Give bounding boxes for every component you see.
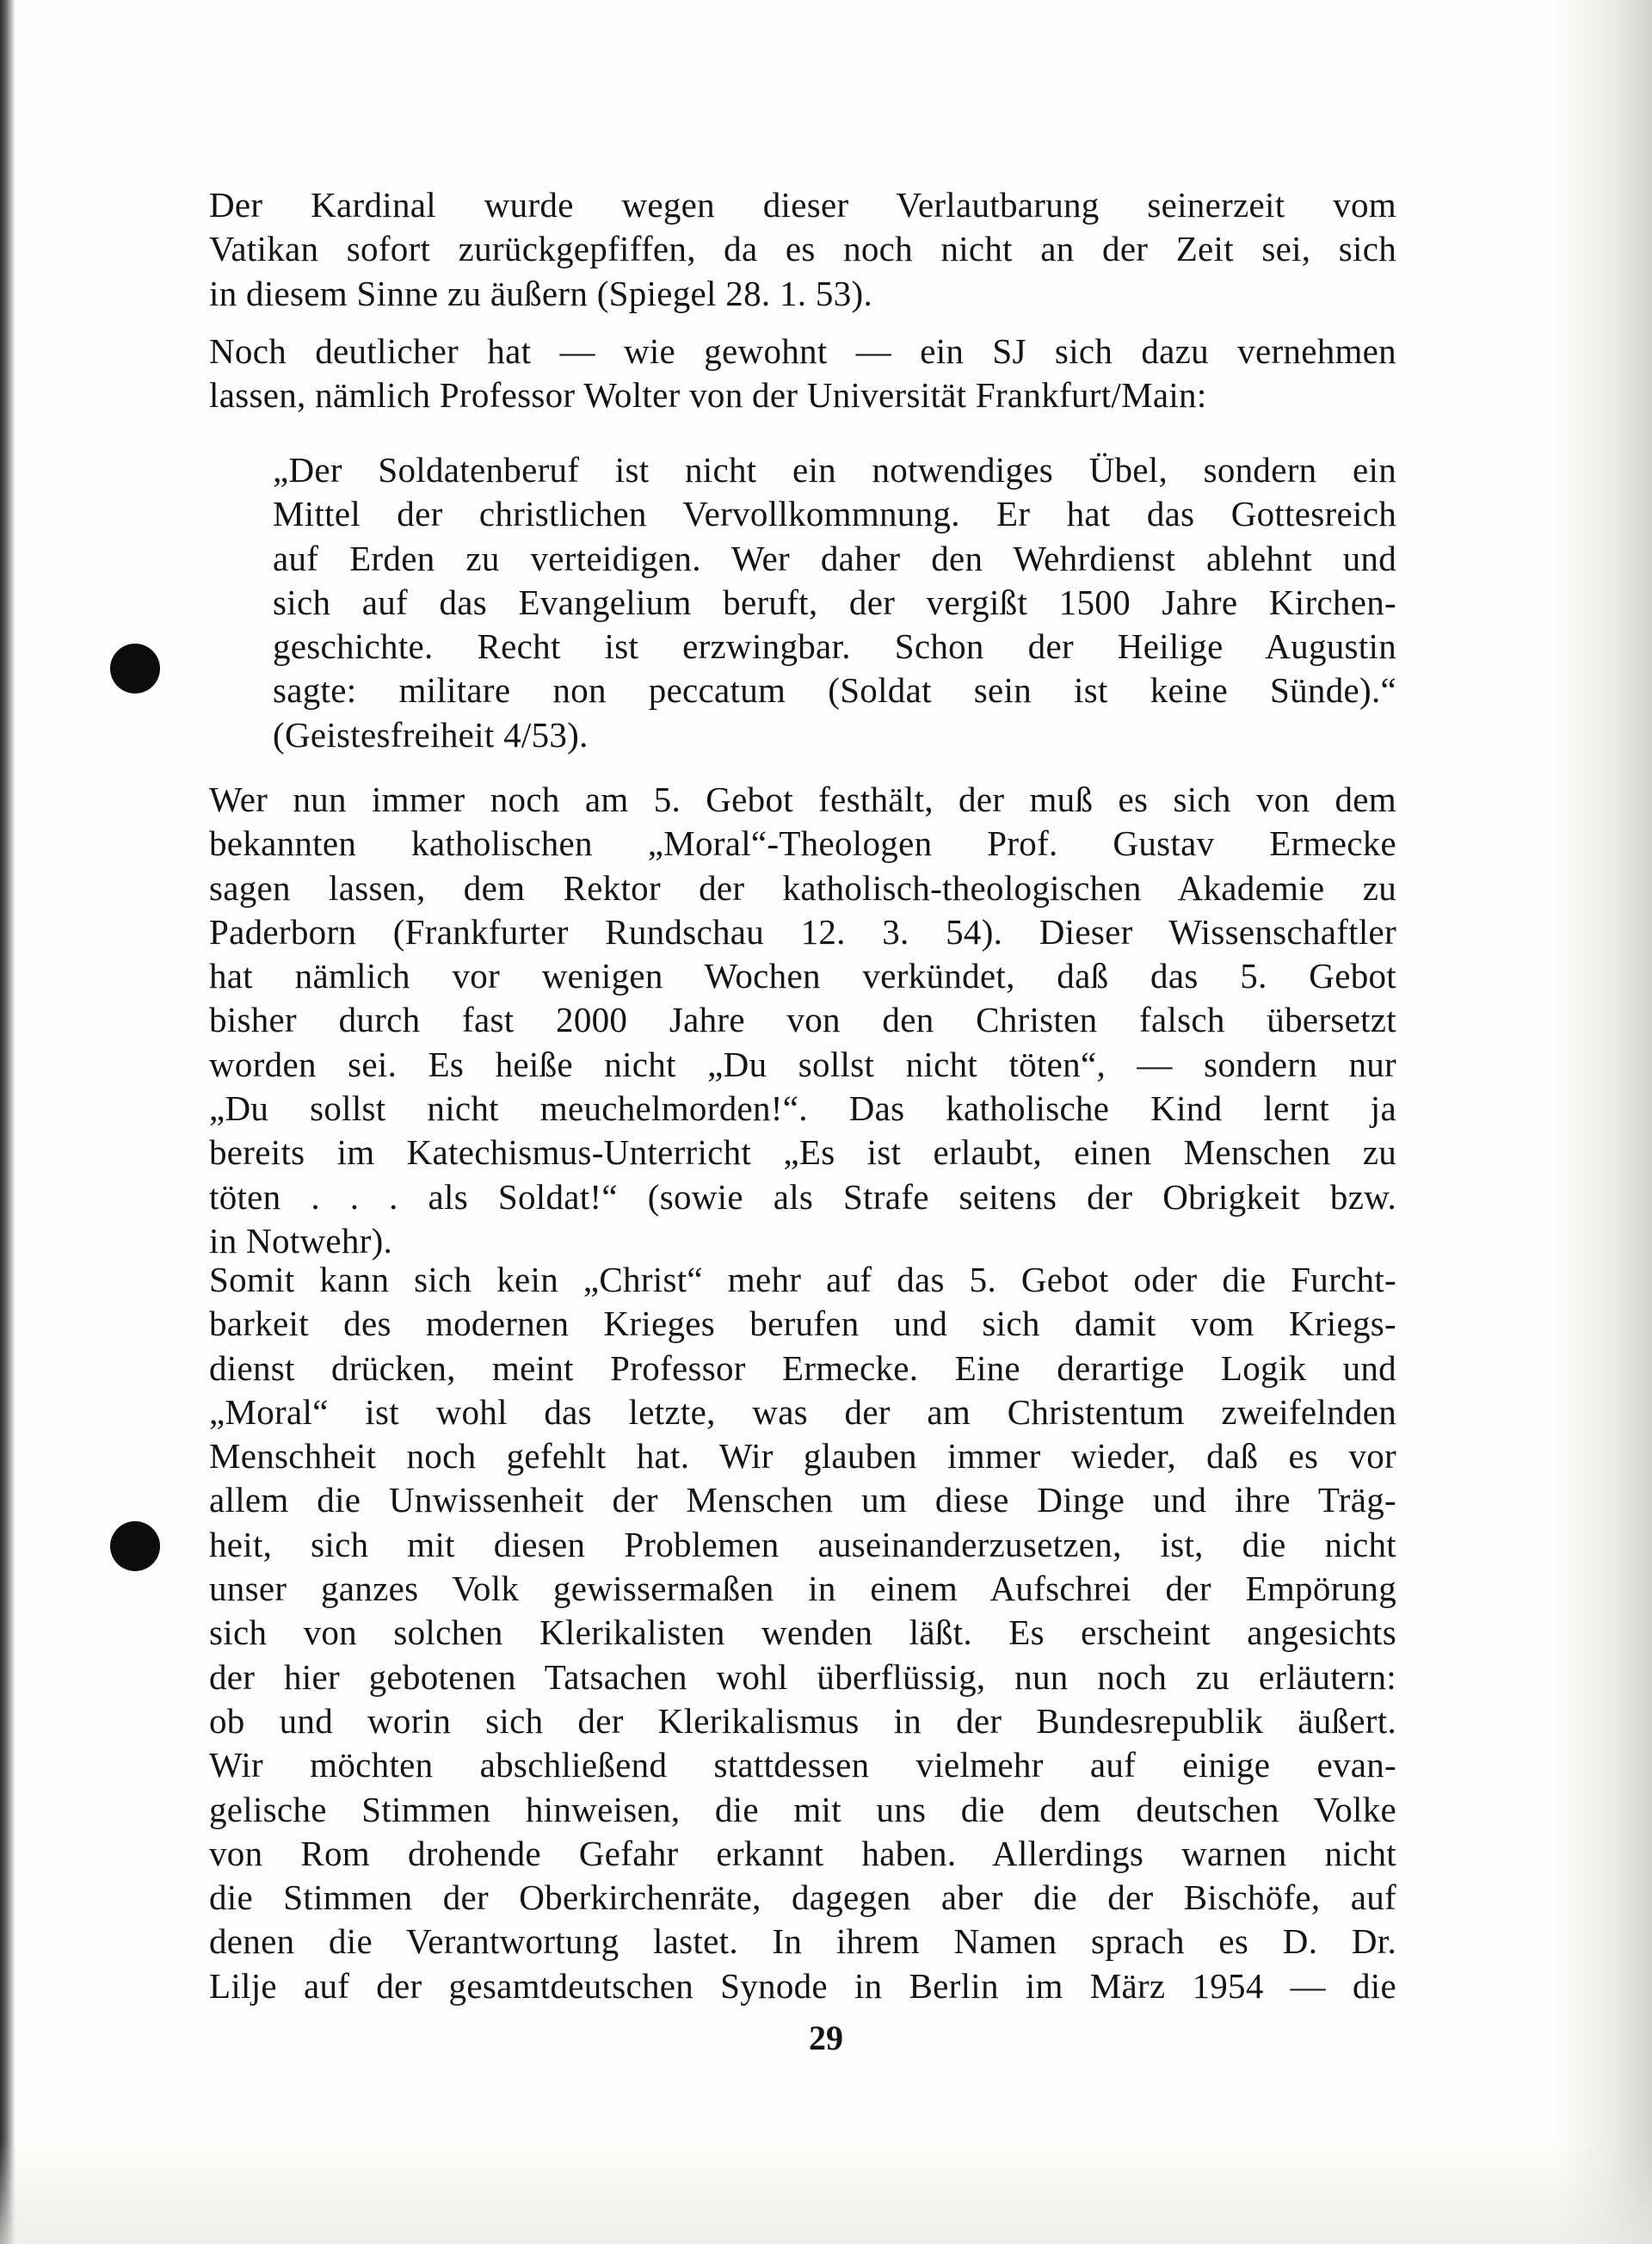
text-line: gelische Stimmen hinweisen, die mit uns die dem deutschen Volke [209,1789,1396,1829]
text-line: geschichte. Recht ist erzwingbar. Schon der Heilige Augustin [273,626,1396,667]
text-line: in Notwehr). [209,1220,393,1261]
text-line: lassen, nämlich Professor Wolter von der Universität Frankfurt/Main: [209,375,1207,416]
text-line: hat nämlich vor wenigen Wochen verkündet, daß das 5. Gebot [209,956,1396,996]
text-line: „Der Soldatenberuf ist nicht ein notwendiges Übel, sondern ein [273,450,1396,490]
paragraph-wolter [209,330,1396,418]
text-line: sagen lassen, dem Rektor der katholisch-theologischen Akademie zu [209,867,1396,908]
text-line: sagte: militare non peccatum (Soldat sein ist keine Sünde).“ [273,670,1396,711]
text-line: Mittel der christlichen Vervollkommnung. Er hat das Gottesreich [273,494,1396,534]
text-line: der hier gebotenen Tatsachen wohl überflüssig, nun noch zu erläutern: [209,1656,1396,1697]
text-line: ob und worin sich der Klerikalismus in der Bundesrepublik äußert. [209,1700,1396,1741]
text-line: Vatikan sofort zurückgepfiffen, da es noch nicht an der Zeit sei, sich [209,229,1396,269]
text-line: bekannten katholischen „Moral“-Theologen Prof. Gustav Ermecke [209,823,1396,864]
text-line: Wer nun immer noch am 5. Gebot festhält, der muß es sich von dem [209,780,1396,819]
page-edge-shadow [1557,0,1652,2244]
text-line: Lilje auf der gesamtdeutschen Synode in Berlin im März 1954 — die [209,1965,1396,2006]
punch-hole-bottom [110,1521,160,1571]
text-line: denen die Verantwortung lastet. In ihrem Namen sprach es D. Dr. [209,1921,1396,1962]
text-line: „Du sollst nicht meuchelmorden!“. Das katholische Kind lernt ja [209,1088,1396,1129]
text-line: (Geistesfreiheit 4/53). [273,714,589,755]
text-line: Menschheit noch gefehlt hat. Wir glauben immer wieder, daß es vor [209,1436,1396,1476]
text-line: dienst drücken, meint Professor Ermecke. Eine derartige Logik und [209,1347,1396,1388]
text-line: bisher durch fast 2000 Jahre von den Christen falsch übersetzt [209,1000,1396,1040]
text-line: worden sei. Es heiße nicht „Du sollst nicht töten“, — sondern nur [209,1044,1396,1084]
text-line: sich auf das Evangelium beruft, der vergißt 1500 Jahre Kirchen- [273,582,1396,622]
text-line: Paderborn (Frankfurter Rundschau 12. 3. 54). Dieser Wissenschaftler [209,911,1396,952]
binding-edge [0,0,15,2244]
text-line: Somit kann sich kein „Christ“ mehr auf das 5. Gebot oder die Furcht- [209,1260,1396,1299]
page-number: 29 [809,2019,843,2057]
text-line: von Rom drohende Gefahr erkannt haben. Allerdings warnen nicht [209,1833,1396,1873]
text-line: sich von solchen Klerikalisten wenden läßt. Es erscheint angesichts [209,1612,1396,1653]
text-line: „Moral“ ist wohl das letzte, was der am Christentum zweifelnden [209,1391,1396,1432]
text-line: auf Erden zu verteidigen. Wer daher den Wehrdienst ablehnt und [273,538,1396,578]
block-quote [273,448,1396,757]
punch-hole-top [110,644,160,694]
page-bottom-shadow [0,2141,1652,2244]
text-line: bereits im Katechismus-Unterricht „Es ist erlaubt, einen Menschen zu [209,1132,1396,1173]
paragraph-christ [209,1258,1396,2008]
text-line: Noch deutlicher hat — wie gewohnt — ein SJ sich dazu vernehmen [209,331,1396,371]
text-line: in diesem Sinne zu äußern (Spiegel 28. 1. 53). [209,273,872,313]
paragraph-cardinal [209,183,1396,316]
paragraph-ermecke [209,778,1396,1263]
text-line: Wir möchten abschließend stattdessen vielmehr auf einige evan- [209,1745,1396,1785]
text-line: die Stimmen der Oberkirchenräte, dagegen aber die der Bischöfe, auf [209,1877,1396,1918]
text-line: Der Kardinal wurde wegen dieser Verlautbarung seinerzeit vom [209,185,1396,225]
text-line: unser ganzes Volk gewissermaßen in einem Aufschrei der Empörung [209,1569,1396,1609]
text-line: heit, sich mit diesen Problemen auseinanderzusetzen, ist, die nicht [209,1524,1396,1564]
text-line: barkeit des modernen Krieges berufen und sich damit vom Kriegs- [209,1304,1396,1344]
text-line: allem die Unwissenheit der Menschen um diese Dinge und ihre Träg- [209,1480,1396,1520]
text-line: töten . . . als Soldat!“ (sowie als Strafe seitens der Obrigkeit bzw. [209,1176,1396,1217]
